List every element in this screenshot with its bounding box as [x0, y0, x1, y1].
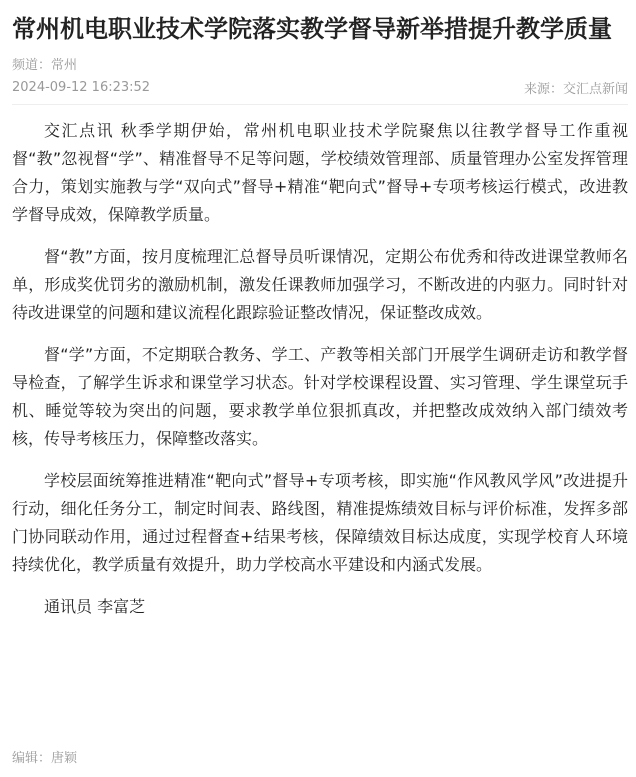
article-title: 常州机电职业技术学院落实教学督导新举措提升教学质量 [12, 15, 612, 43]
article-source: 来源：交汇点新闻 [523, 82, 628, 97]
article-channel[interactable]: 频道：常州 [12, 58, 78, 73]
article-correspondent: 通讯员 李富芝 [44, 597, 146, 616]
article-paragraph: 督“教”方面，按月度梳理汇总督导员听课情况，定期公布优秀和待改进课堂教师名单，形成奖优罚劣的激励机制，激发任课教师加强学习，不断改进的内驱力。同时针对待改进课堂的问题和建议流程化跟踪验证整改情况，保证整改成效。 [12, 247, 628, 322]
article-meta [12, 56, 628, 100]
article-editor: 编辑：唐颖 [12, 751, 78, 766]
article-paragraph: 交汇点讯 秋季学期伊始，常州机电职业技术学院聚焦以往教学督导工作重视督“教”忽视督“学”、精准督导不足等问题，学校绩效管理部、质量管理办公室发挥管理合力，策划实施教与学“双向式”督导+精准“靶向式”督导+专项考核运行模式，改进教学督导成效，保障教学质量。 [12, 121, 628, 224]
article-body [12, 117, 628, 621]
meta-divider [12, 104, 628, 105]
article-paragraph: 督“学”方面，不定期联合教务、学工、产教等相关部门开展学生调研走访和教学督导检查，了解学生诉求和课堂学习状态。针对学校课程设置、实习管理、学生课堂玩手机、睡觉等较为突出的问题，要求教学单位狠抓真改，并把整改成效纳入部门绩效考核，传导考核压力，保障整改落实。 [12, 345, 628, 448]
article-paragraph: 学校层面统筹推进精准“靶向式”督导+专项考核，即实施“作风教风学风”改进提升行动，细化任务分工，制定时间表、路线图，精准提炼绩效目标与评价标准，发挥多部门协同联动作用，通过过程督查+结果考核，保障绩效目标达成度，实现学校育人环境持续优化，教学质量有效提升，助力学校高水平建设和内涵式发展。 [12, 471, 628, 574]
article-timestamp: 2024-09-12 16:23:52 [12, 80, 151, 95]
